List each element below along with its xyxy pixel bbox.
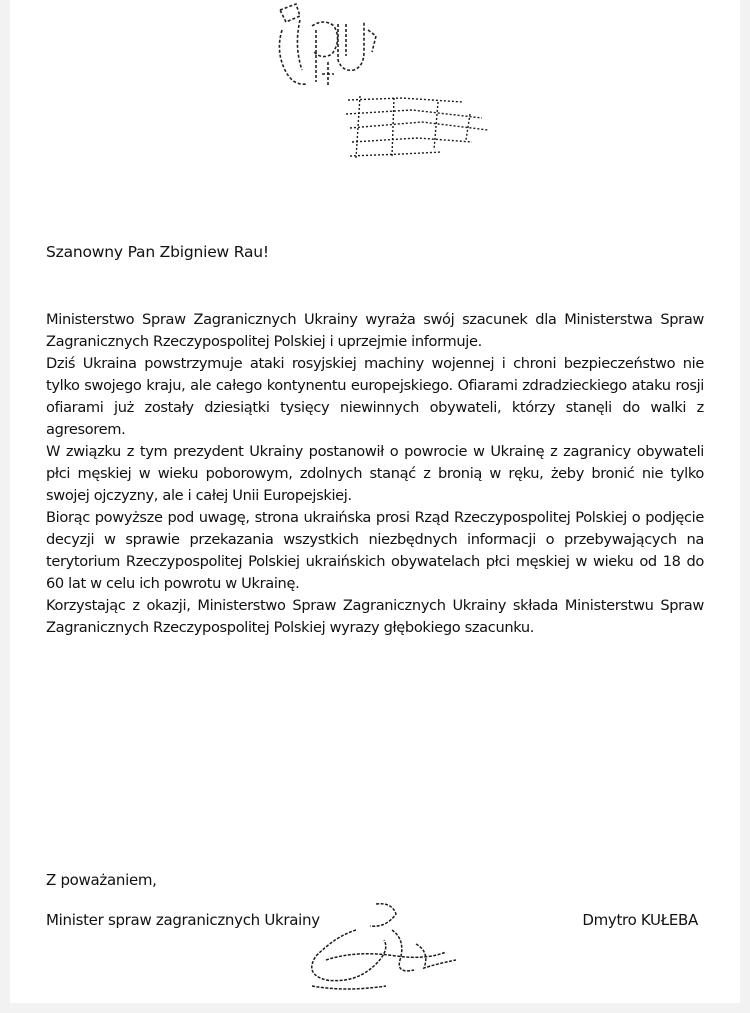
signature-icon: [296, 900, 466, 1000]
signer-title: Minister spraw zagranicznych Ukrainy: [46, 911, 320, 929]
letter-page: [10, 0, 740, 1003]
paragraph: Biorąc powyższe pod uwagę, strona ukraińska prosi Rząd Rzeczypospolitej Polskiej o podjęcie decyzji w sprawie przekazania wszystkich niezbędnych informacji o przebywających na terytorium Rzeczypospolitej Polskiej ukraińskich obywatelach płci męskiej w wieku od 18 do 60 lat w celu ich powrotu w Ukrainę.: [46, 509, 704, 592]
paragraph: Dziś Ukraina powstrzymuje ataki rosyjskiej machiny wojennej i chroni bezpieczeństwo nie tylko swojego kraju, ale całego kontynentu europejskiego. Ofiarami zdradzieckiego ataku rosji ofiarami już zostały dziesiątki tysięcy niewinnych obywateli, którzy stanęli do walki z agresorem.: [46, 355, 704, 438]
paragraph: Ministerstwo Spraw Zagranicznych Ukrainy wyraża swój szacunek dla Ministerstwa Spraw Zagranicznych Rzeczypospolitej Polskiej i uprzejmie informuje.: [46, 311, 704, 350]
paragraph: Korzystając z okazji, Ministerstwo Spraw Zagranicznych Ukrainy składa Ministerstwu Spraw Zagranicznych Rzeczypospolitej Polskiej wyrazy głębokiego szacunku.: [46, 597, 704, 636]
paragraph: W związku z tym prezydent Ukrainy postanowił o powrocie w Ukrainę z zagranicy obywateli płci męskiej w wieku poborowym, zdolnych stanąć z bronią w ręku, żeby bronić nie tylko swojej ojczyzny, ale i całej Unii Europejskiej.: [46, 443, 704, 504]
stamp-icon: [342, 92, 492, 164]
greeting: Szanowny Pan Zbigniew Rau!: [46, 243, 269, 261]
emblem-icon: [272, 0, 382, 92]
letter-body: [46, 309, 704, 639]
closing: Z poważaniem,: [46, 871, 157, 889]
signer-name: Dmytro KUŁEBA: [582, 911, 698, 929]
